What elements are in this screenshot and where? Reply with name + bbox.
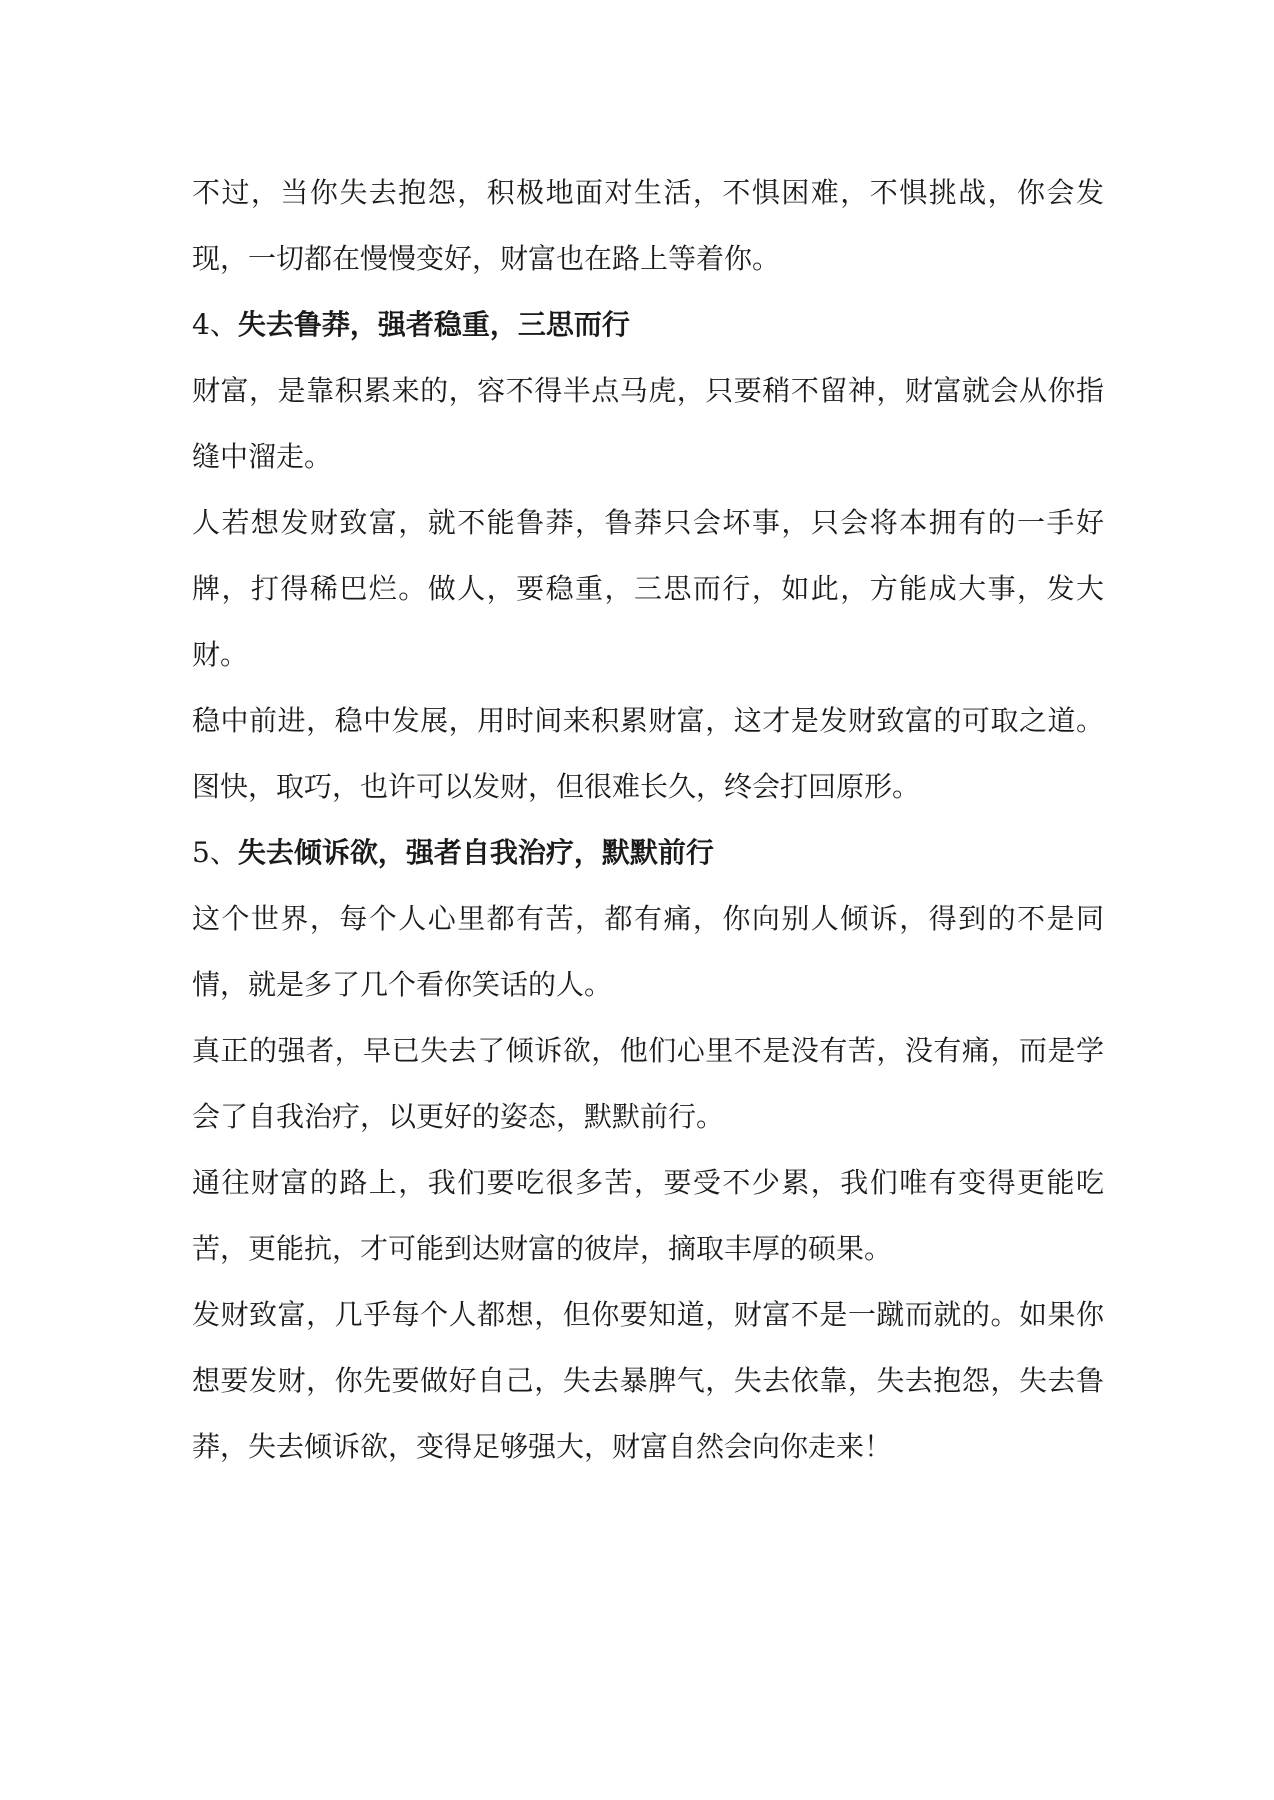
section-number: 4、	[192, 308, 238, 341]
paragraph: 稳中前进，稳中发展，用时间来积累财富，这才是发财致富的可取之道。图快，取巧，也许可以发财，但很难长久，终会打回原形。	[192, 704, 1104, 803]
section-number: 5、	[192, 836, 238, 869]
paragraph-final-summary: 发财致富，几乎每个人都想，但你要知道，财富不是一蹴而就的。如果你想要发财，你先要做好自己，失去暴脾气，失去依靠，失去抱怨，失去鲁莽，失去倾诉欲，变得足够强大，财富自然会向你走来！	[192, 1298, 1104, 1463]
paragraph: 这个世界，每个人心里都有苦，都有痛，你向别人倾诉，得到的不是同情，就是多了几个看你笑话的人。	[192, 902, 1104, 1001]
section-heading-4	[192, 292, 1104, 358]
section-title: 失去鲁莽，强者稳重，三思而行	[237, 308, 630, 341]
paragraph: 真正的强者，早已失去了倾诉欲，他们心里不是没有苦，没有痛，而是学会了自我治疗，以更好的姿态，默默前行。	[192, 1034, 1104, 1133]
section-heading-5	[192, 820, 1104, 886]
paragraph: 通往财富的路上，我们要吃很多苦，要受不少累，我们唯有变得更能吃苦，更能抗，才可能到达财富的彼岸，摘取丰厚的硕果。	[192, 1166, 1104, 1265]
paragraph-complaint-conclusion: 不过，当你失去抱怨，积极地面对生活，不惧困难，不惧挑战，你会发现，一切都在慢慢变好，财富也在路上等着你。	[192, 176, 1104, 275]
section-title: 失去倾诉欲，强者自我治疗，默默前行	[237, 836, 714, 869]
paragraph: 财富，是靠积累来的，容不得半点马虎，只要稍不留神，财富就会从你指缝中溜走。	[192, 374, 1104, 473]
document-body	[192, 160, 1104, 1480]
paragraph: 人若想发财致富，就不能鲁莽，鲁莽只会坏事，只会将本拥有的一手好牌，打得稀巴烂。做人，要稳重，三思而行，如此，方能成大事，发大财。	[192, 506, 1104, 671]
